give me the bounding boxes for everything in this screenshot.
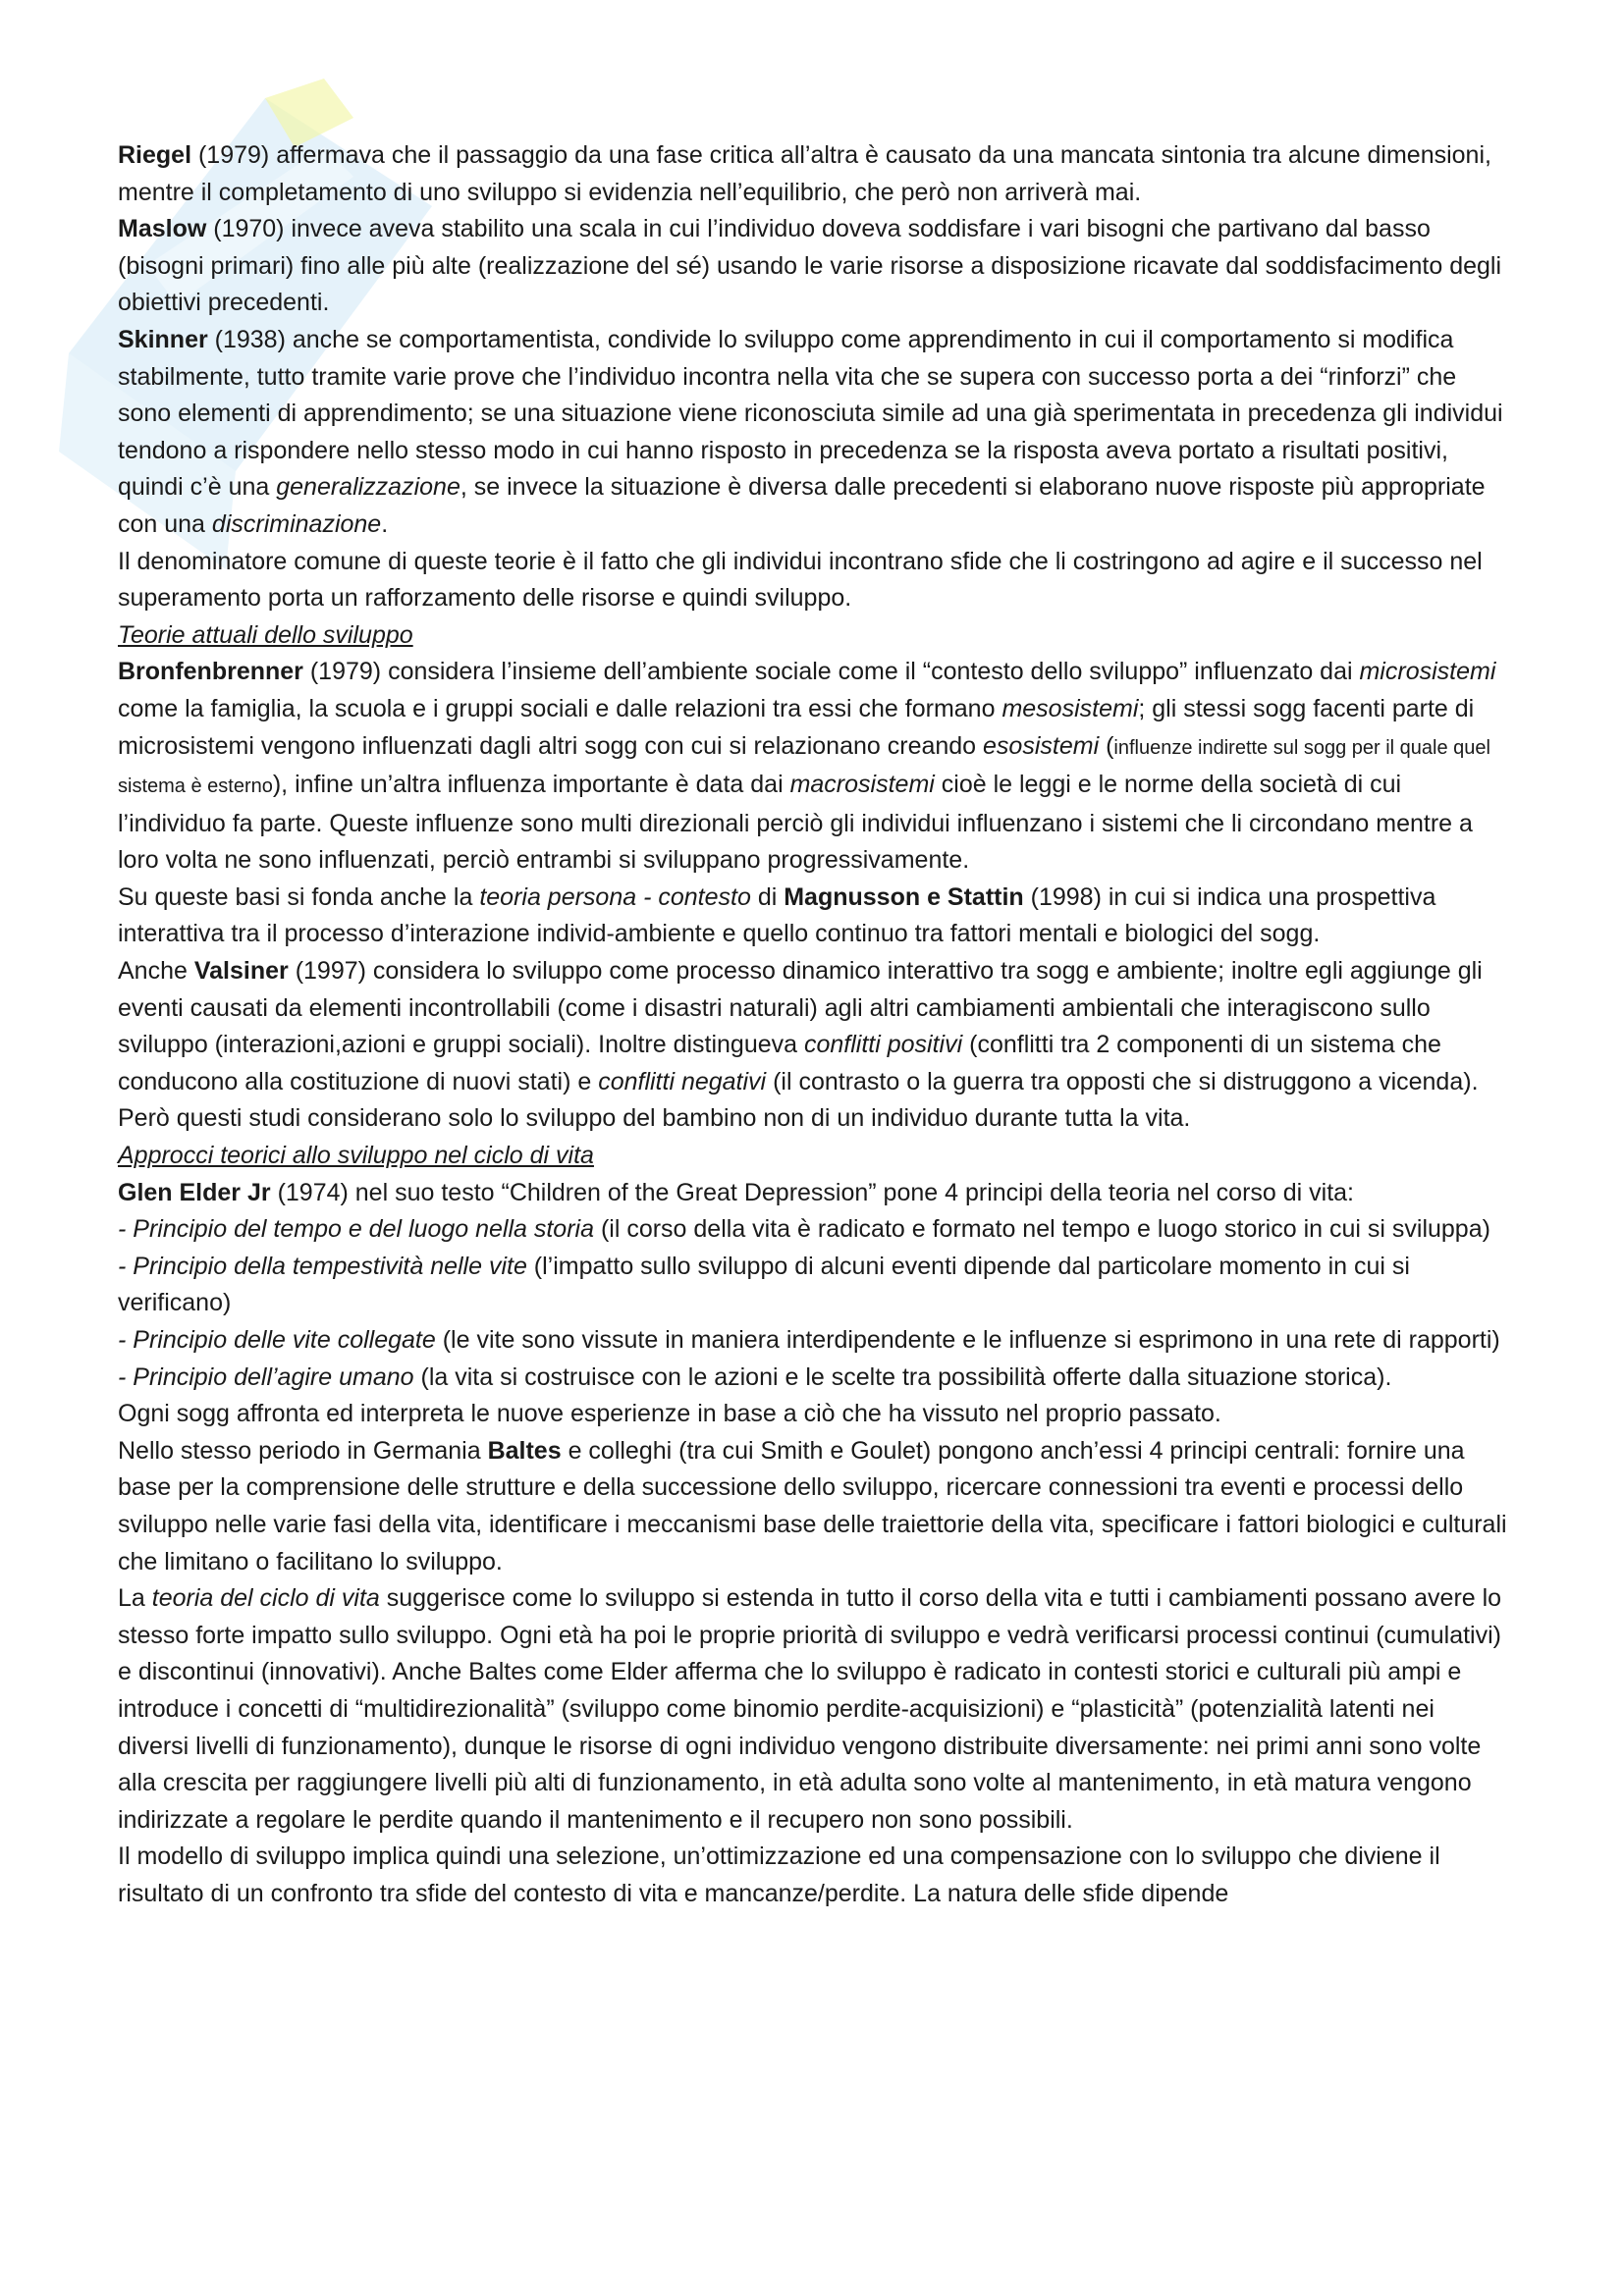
paragraph — [118, 322, 1512, 544]
paragraph — [118, 137, 1512, 211]
paragraph — [118, 1211, 1512, 1249]
author-name: Valsiner — [193, 957, 289, 986]
text-run: (1938) anche se comportamentista, condivide lo sviluppo come apprendimento in cui il comportamento si modifica stabilmente, tutto tramite varie prove che l’individuo incontra nella vita che se supera con successo porta a dei “rinforzi” che sono elementi di apprendimento; se una situazione viene riconosciuta simile ad una già sperimentata in precedenza gli individui tendono a rispondere nello stesso modo in cui hanno risposto in precedenza se la risposta aveva portato a risultati positivi, quindi c’è una — [118, 325, 1503, 502]
text-run: ; gli stessi sogg facenti parte di microsistemi vengono influenzati dagli altri sogg con cui si relazionano creando — [118, 694, 1475, 760]
text-run: , se invece la situazione è diversa dalle precedenti si elaborano nuove risposte più appropriate con una — [118, 473, 1486, 538]
text-run: (1970) invece aveva stabilito una scala in cui l’individuo doveva soddisfare i vari bisogni che partivano dal basso (bisogni primari) fino alle più alte (realizzazione del sé) usando le varie risorse a disposizione ricavate dal soddisfacimento degli obiettivi precedenti. — [118, 215, 1502, 317]
italic-term: esosistemi — [983, 731, 1100, 760]
text-run: (il contrasto o la guerra tra opposti che si distruggono a vicenda). — [766, 1067, 1479, 1095]
author-name: Glen Elder Jr — [118, 1178, 271, 1206]
paragraph — [118, 211, 1512, 322]
italic-term: microsistemi — [1359, 658, 1496, 686]
text-run: Teorie attuali dello sviluppo — [118, 620, 413, 649]
text-run: (1979) considera l’insieme dell’ambiente sociale come il “contesto dello sviluppo” influenzato dai — [302, 658, 1360, 686]
paragraph — [118, 654, 1512, 880]
paragraph — [118, 880, 1512, 953]
paragraph — [118, 1360, 1512, 1397]
italic-term: - Principio delle vite collegate — [118, 1326, 436, 1354]
text-run: (1998) in cui si indica una prospettiva interattiva tra il processo d’interazione individ-ambiente e quello continuo tra fattori mentali e biologici del sogg. — [118, 882, 1436, 948]
paragraph — [118, 1100, 1512, 1138]
document-page — [118, 137, 1512, 1913]
italic-term: conflitti negativi — [598, 1067, 767, 1095]
text-run: La — [118, 1584, 152, 1613]
text-run: suggerisce come lo sviluppo si estenda in tutto il corso della vita e tutti i cambiamenti possano avere lo stesso forte impatto sullo sviluppo. Ogni età ha poi le proprie priorità di sviluppo e vedrà verificarsi processi continui (cumulativi) e discontinui (innovativi). Anche Baltes come Elder afferma che lo sviluppo è radicato in contesti storici e culturali più ampi e introduce i concetti di “multidirezionalità” (sviluppo come binomio perdite-acquisizioni) e “plasticità” (potenzialità latenti nei diversi livelli di funzionamento), dunque le risorse di ogni individuo vengono distribuite diversamente: nei primi anni sono volte alla crescita per raggiungere livelli più alti di funzionamento, in età adulta sono volte al mantenimento, in età matura vengono indirizzate a regolare le perdite quando il mantenimento e il recupero non sono possibili. — [118, 1584, 1502, 1834]
italic-term: conflitti positivi — [804, 1031, 963, 1059]
italic-term: mesosistemi — [1001, 694, 1139, 722]
text-run: Il modello di sviluppo implica quindi una selezione, un’ottimizzazione ed una compensazione con lo sviluppo che diviene il risultato di un confronto tra sfide del contesto di vita e mancanze/perdite. La natura delle sfide dipende — [118, 1842, 1440, 1907]
author-name: Skinner — [118, 325, 208, 353]
paragraph — [118, 1433, 1512, 1580]
text-run: e colleghi (tra cui Smith e Goulet) pongono anch’essi 4 principi centrali: fornire una base per la comprensione delle strutture e della successione dello sviluppo, ricercare connessioni tra eventi e processi dello sviluppo nelle varie fasi della vita, identificare i meccanismi base delle traiettorie della vita, specificare i fattori biologici e culturali che limitano o facilitano lo sviluppo. — [118, 1436, 1507, 1575]
paragraph — [118, 544, 1512, 617]
paragraph — [118, 1322, 1512, 1360]
text-run: Il denominatore comune di queste teorie è il fatto che gli individui incontrano sfide che li costringono ad agire e il successo nel superamento porta un rafforzamento delle risorse e quindi sviluppo. — [118, 547, 1483, 613]
author-name: Maslow — [118, 215, 207, 243]
text-run: (1979) affermava che il passaggio da una fase critica all’altra è causato da una mancata sintonia tra alcune dimensioni, mentre il completamento di uno sviluppo si evidenzia nell’equilibrio, che però non arriverà mai. — [118, 141, 1491, 206]
text-run: (l’impatto sullo sviluppo di alcuni eventi dipende dal particolare momento in cui si verificano) — [118, 1252, 1410, 1317]
italic-term: discriminazione — [211, 509, 382, 538]
italic-term: - Principio del tempo e del luogo nella storia — [118, 1215, 594, 1244]
paragraph — [118, 1175, 1512, 1212]
text-run: Anche — [118, 957, 194, 986]
section-heading — [118, 617, 1512, 655]
author-name: Bronfenbrenner — [118, 658, 303, 686]
author-name: Magnusson e Stattin — [784, 882, 1024, 911]
text-run: Ogni sogg affronta ed interpreta le nuove esperienze in base a ciò che ha vissuto nel proprio passato. — [118, 1400, 1221, 1428]
text-run: Su queste basi si fonda anche la — [118, 882, 480, 911]
text-run: (1974) nel suo testo “Children of the Great Depression” pone 4 principi della teoria nel corso di vita: — [270, 1178, 1354, 1206]
italic-term: macrosistemi — [789, 771, 935, 799]
section-heading — [118, 1138, 1512, 1175]
text-run: . — [381, 509, 389, 538]
italic-term: teoria del ciclo di vita — [151, 1584, 380, 1613]
text-run: (le vite sono vissute in maniera interdipendente e le influenze si esprimono in una rete di rapporti) — [435, 1326, 1500, 1354]
text-run: Nello stesso periodo in Germania — [118, 1436, 488, 1465]
paragraph — [118, 1839, 1512, 1912]
paragraph — [118, 1580, 1512, 1839]
author-name: Baltes — [487, 1436, 562, 1465]
text-run: (la vita si costruisce con le azioni e le scelte tra possibilità offerte dalla situazione storica). — [413, 1362, 1392, 1391]
italic-term: generalizzazione — [276, 473, 460, 502]
italic-term: - Principio dell’agire umano — [118, 1362, 414, 1391]
text-run: (il corso della vita è radicato e formato nel tempo e luogo storico in cui si sviluppa) — [594, 1215, 1490, 1244]
text-run: ( — [1099, 731, 1114, 760]
text-run: Approcci teorici allo sviluppo nel ciclo di vita — [118, 1142, 594, 1170]
text-run: influenze indirette sul sogg per il quale quel sistema è esterno — [118, 736, 1490, 798]
text-run: (conflitti tra 2 componenti di un sistema che conducono alla costituzione di nuovi stati) e — [118, 1031, 1441, 1095]
text-run: Però questi studi considerano solo lo sviluppo del bambino non di un individuo durante tutta la vita. — [118, 1104, 1191, 1133]
italic-term: teoria persona - contesto — [479, 882, 751, 911]
text-run: come la famiglia, la scuola e i gruppi sociali e dalle relazioni tra essi che formano — [118, 694, 1002, 722]
text-run: di — [750, 882, 785, 911]
text-run: ), infine un’altra influenza importante è data dai — [272, 771, 790, 799]
paragraph — [118, 1249, 1512, 1322]
italic-term: - Principio della tempestività nelle vite — [118, 1252, 527, 1280]
paragraph — [118, 953, 1512, 1100]
text-run: (1997) considera lo sviluppo come processo dinamico interattivo tra sogg e ambiente; inoltre egli aggiunge gli eventi causati da elementi incontrollabili (come i disastri naturali) agli altri cambiamenti ambientali che interagiscono sullo sviluppo (interazioni,azioni e gruppi sociali). Inoltre distingueva — [118, 957, 1483, 1059]
paragraph — [118, 1396, 1512, 1433]
author-name: Riegel — [118, 141, 192, 169]
text-run: cioè le leggi e le norme della società di cui l’individuo fa parte. Queste influenze sono multi direzionali perciò gli individui influenzano i sistemi che li circondano mentre a loro volta ne sono influenzati, perciò entrambi si sviluppano progressivamente. — [118, 771, 1473, 875]
